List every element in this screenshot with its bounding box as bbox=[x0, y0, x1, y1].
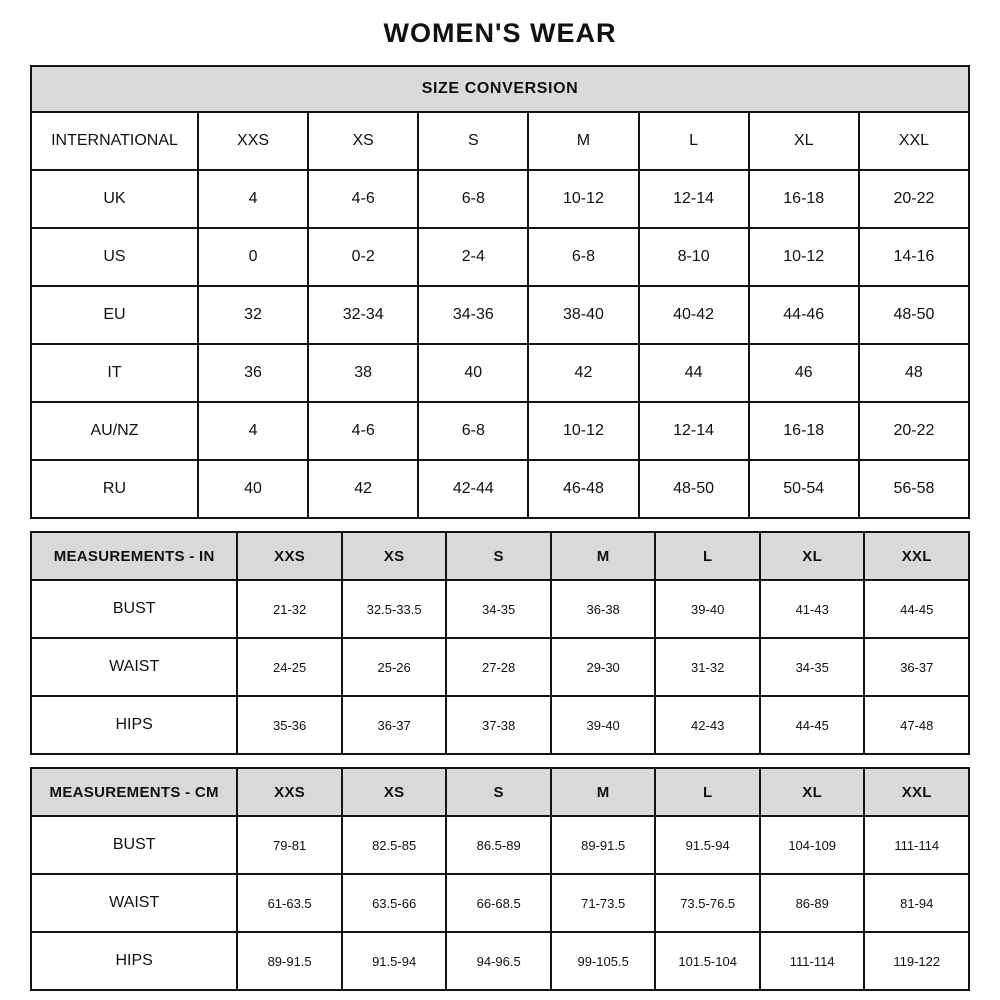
value-cell: 40 bbox=[198, 460, 308, 518]
value-cell: 24-25 bbox=[237, 638, 342, 696]
value-cell: 44-45 bbox=[864, 580, 969, 638]
value-cell: 32.5-33.5 bbox=[342, 580, 447, 638]
column-header-s: S bbox=[446, 532, 551, 580]
column-header-xxs: XXS bbox=[237, 532, 342, 580]
size-conversion-header-row bbox=[31, 112, 969, 170]
value-cell: 111-114 bbox=[864, 816, 969, 874]
table-row bbox=[31, 696, 969, 754]
value-cell: 4 bbox=[198, 402, 308, 460]
value-cell: 6-8 bbox=[528, 228, 638, 286]
value-cell: 39-40 bbox=[655, 580, 760, 638]
column-header-s: S bbox=[446, 768, 551, 816]
measurements-cm-table-body bbox=[31, 768, 969, 990]
table-row bbox=[31, 402, 969, 460]
value-cell: 36 bbox=[198, 344, 308, 402]
value-cell: 12-14 bbox=[639, 402, 749, 460]
value-cell: 44-45 bbox=[760, 696, 865, 754]
column-header-xl: XL bbox=[749, 112, 859, 170]
table-row bbox=[31, 228, 969, 286]
measurements-in-table-body bbox=[31, 532, 969, 754]
measurements-cm-header-row bbox=[31, 768, 969, 816]
value-cell: 32-34 bbox=[308, 286, 418, 344]
column-header-label: MEASUREMENTS - IN bbox=[31, 532, 237, 580]
row-label: IT bbox=[31, 344, 198, 402]
column-header-xl: XL bbox=[760, 532, 865, 580]
value-cell: 32 bbox=[198, 286, 308, 344]
value-cell: 38 bbox=[308, 344, 418, 402]
value-cell: 94-96.5 bbox=[446, 932, 551, 990]
value-cell: 31-32 bbox=[655, 638, 760, 696]
value-cell: 16-18 bbox=[749, 170, 859, 228]
row-label: AU/NZ bbox=[31, 402, 198, 460]
table-row bbox=[31, 932, 969, 990]
value-cell: 0-2 bbox=[308, 228, 418, 286]
value-cell: 36-37 bbox=[342, 696, 447, 754]
value-cell: 40-42 bbox=[639, 286, 749, 344]
row-label: BUST bbox=[31, 816, 237, 874]
value-cell: 34-35 bbox=[760, 638, 865, 696]
table-row bbox=[31, 286, 969, 344]
value-cell: 63.5-66 bbox=[342, 874, 447, 932]
row-label: HIPS bbox=[31, 696, 237, 754]
value-cell: 4-6 bbox=[308, 402, 418, 460]
value-cell: 10-12 bbox=[749, 228, 859, 286]
value-cell: 119-122 bbox=[864, 932, 969, 990]
value-cell: 42-43 bbox=[655, 696, 760, 754]
row-label: HIPS bbox=[31, 932, 237, 990]
value-cell: 37-38 bbox=[446, 696, 551, 754]
value-cell: 91.5-94 bbox=[342, 932, 447, 990]
value-cell: 4 bbox=[198, 170, 308, 228]
value-cell: 4-6 bbox=[308, 170, 418, 228]
value-cell: 2-4 bbox=[418, 228, 528, 286]
row-label: EU bbox=[31, 286, 198, 344]
column-header-xs: XS bbox=[342, 768, 447, 816]
column-header-xxl: XXL bbox=[859, 112, 969, 170]
value-cell: 34-36 bbox=[418, 286, 528, 344]
column-header-l: L bbox=[655, 532, 760, 580]
value-cell: 42 bbox=[528, 344, 638, 402]
value-cell: 38-40 bbox=[528, 286, 638, 344]
value-cell: 14-16 bbox=[859, 228, 969, 286]
value-cell: 104-109 bbox=[760, 816, 865, 874]
value-cell: 48-50 bbox=[859, 286, 969, 344]
column-header-xl: XL bbox=[760, 768, 865, 816]
table-row bbox=[31, 170, 969, 228]
row-label: RU bbox=[31, 460, 198, 518]
value-cell: 99-105.5 bbox=[551, 932, 656, 990]
column-header-xxs: XXS bbox=[237, 768, 342, 816]
value-cell: 73.5-76.5 bbox=[655, 874, 760, 932]
value-cell: 39-40 bbox=[551, 696, 656, 754]
value-cell: 27-28 bbox=[446, 638, 551, 696]
row-label: US bbox=[31, 228, 198, 286]
value-cell: 8-10 bbox=[639, 228, 749, 286]
value-cell: 6-8 bbox=[418, 402, 528, 460]
column-header-xs: XS bbox=[342, 532, 447, 580]
value-cell: 34-35 bbox=[446, 580, 551, 638]
table-row bbox=[31, 874, 969, 932]
value-cell: 46-48 bbox=[528, 460, 638, 518]
value-cell: 48 bbox=[859, 344, 969, 402]
value-cell: 56-58 bbox=[859, 460, 969, 518]
value-cell: 0 bbox=[198, 228, 308, 286]
column-header-m: M bbox=[528, 112, 638, 170]
value-cell: 36-38 bbox=[551, 580, 656, 638]
measurements-in-header-row bbox=[31, 532, 969, 580]
measurements-cm-table bbox=[30, 767, 970, 991]
value-cell: 81-94 bbox=[864, 874, 969, 932]
value-cell: 10-12 bbox=[528, 402, 638, 460]
row-label: WAIST bbox=[31, 638, 237, 696]
table-row bbox=[31, 580, 969, 638]
size-conversion-table bbox=[30, 65, 970, 519]
value-cell: 40 bbox=[418, 344, 528, 402]
column-header-m: M bbox=[551, 768, 656, 816]
value-cell: 79-81 bbox=[237, 816, 342, 874]
value-cell: 44-46 bbox=[749, 286, 859, 344]
column-header-label: INTERNATIONAL bbox=[31, 112, 198, 170]
row-label: WAIST bbox=[31, 874, 237, 932]
measurements-in-table bbox=[30, 531, 970, 755]
value-cell: 61-63.5 bbox=[237, 874, 342, 932]
value-cell: 82.5-85 bbox=[342, 816, 447, 874]
column-header-xxl: XXL bbox=[864, 768, 969, 816]
value-cell: 12-14 bbox=[639, 170, 749, 228]
value-cell: 25-26 bbox=[342, 638, 447, 696]
value-cell: 101.5-104 bbox=[655, 932, 760, 990]
column-header-l: L bbox=[639, 112, 749, 170]
column-header-xxl: XXL bbox=[864, 532, 969, 580]
column-header-m: M bbox=[551, 532, 656, 580]
value-cell: 20-22 bbox=[859, 170, 969, 228]
value-cell: 42-44 bbox=[418, 460, 528, 518]
value-cell: 6-8 bbox=[418, 170, 528, 228]
value-cell: 111-114 bbox=[760, 932, 865, 990]
value-cell: 42 bbox=[308, 460, 418, 518]
value-cell: 20-22 bbox=[859, 402, 969, 460]
column-header-label: MEASUREMENTS - CM bbox=[31, 768, 237, 816]
row-label: BUST bbox=[31, 580, 237, 638]
row-label: UK bbox=[31, 170, 198, 228]
value-cell: 86.5-89 bbox=[446, 816, 551, 874]
value-cell: 21-32 bbox=[237, 580, 342, 638]
value-cell: 86-89 bbox=[760, 874, 865, 932]
value-cell: 48-50 bbox=[639, 460, 749, 518]
column-header-s: S bbox=[418, 112, 528, 170]
value-cell: 66-68.5 bbox=[446, 874, 551, 932]
value-cell: 46 bbox=[749, 344, 859, 402]
value-cell: 16-18 bbox=[749, 402, 859, 460]
value-cell: 91.5-94 bbox=[655, 816, 760, 874]
column-header-xs: XS bbox=[308, 112, 418, 170]
value-cell: 36-37 bbox=[864, 638, 969, 696]
table-row bbox=[31, 638, 969, 696]
table-row bbox=[31, 344, 969, 402]
page-title: WOMEN'S WEAR bbox=[383, 18, 617, 48]
value-cell: 29-30 bbox=[551, 638, 656, 696]
value-cell: 50-54 bbox=[749, 460, 859, 518]
value-cell: 41-43 bbox=[760, 580, 865, 638]
column-header-xxs: XXS bbox=[198, 112, 308, 170]
value-cell: 71-73.5 bbox=[551, 874, 656, 932]
value-cell: 35-36 bbox=[237, 696, 342, 754]
size-conversion-title-row bbox=[31, 66, 969, 112]
table-row bbox=[31, 816, 969, 874]
size-conversion-title: SIZE CONVERSION bbox=[31, 66, 969, 112]
table-row bbox=[31, 460, 969, 518]
value-cell: 44 bbox=[639, 344, 749, 402]
size-conversion-table-body bbox=[31, 66, 969, 518]
value-cell: 89-91.5 bbox=[237, 932, 342, 990]
value-cell: 89-91.5 bbox=[551, 816, 656, 874]
column-header-l: L bbox=[655, 768, 760, 816]
value-cell: 47-48 bbox=[864, 696, 969, 754]
value-cell: 10-12 bbox=[528, 170, 638, 228]
